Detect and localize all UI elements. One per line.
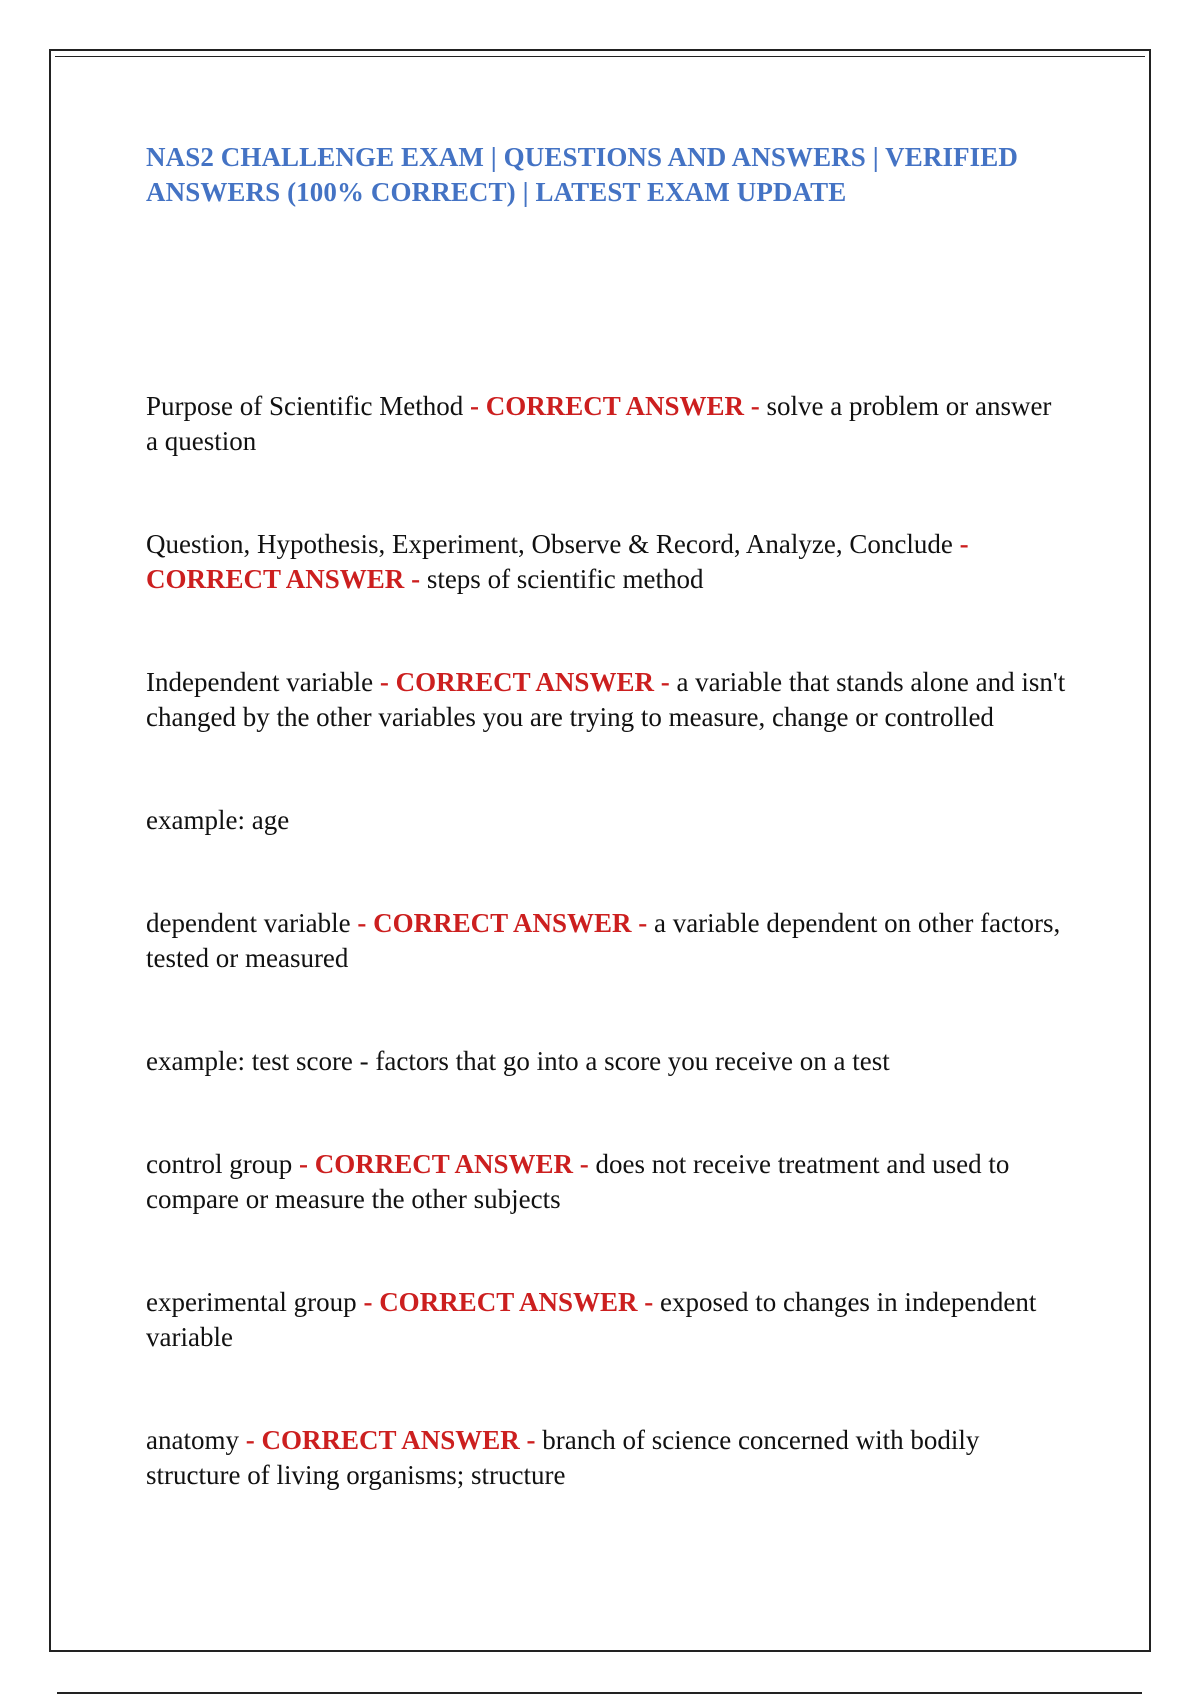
top-rule: [55, 56, 1145, 57]
correct-answer-label: CORRECT ANSWER: [261, 1425, 520, 1455]
document-title: NAS2 CHALLENGE EXAM | QUESTIONS AND ANSWERS | VERIFIED ANSWERS (100% CORRECT) | LATEST EXAM UPDATE: [146, 142, 1018, 207]
qa-term: Purpose of Scientific Method: [146, 391, 464, 421]
qa-definition: does not receive treatment and used to compare or measure the other subjects: [146, 1149, 1010, 1214]
correct-answer-label: CORRECT ANSWER: [395, 667, 654, 697]
bottom-rule: [57, 1692, 1142, 1694]
qa-definition: steps of scientific method: [426, 564, 704, 594]
qa-term: experimental group: [146, 1287, 357, 1317]
separator: -: [357, 908, 367, 938]
separator: -: [638, 908, 648, 938]
separator: -: [579, 1149, 589, 1179]
qa-term: control group: [146, 1149, 293, 1179]
correct-answer-label: CORRECT ANSWER: [379, 1287, 638, 1317]
qa-term: dependent variable: [146, 908, 351, 938]
separator: -: [469, 391, 479, 421]
qa-definition: a variable that stands alone and isn't changed by the other variables you are trying to measure, change or controlled: [146, 667, 1066, 732]
separator: -: [644, 1287, 654, 1317]
separator: -: [363, 1287, 373, 1317]
example-note: [146, 1044, 1066, 1079]
qa-item: [146, 665, 1066, 735]
qa-definition: solve a problem or answer a question: [146, 391, 1052, 456]
separator: -: [379, 667, 389, 697]
separator: -: [411, 564, 421, 594]
separator: -: [526, 1425, 536, 1455]
qa-term: anatomy: [146, 1425, 239, 1455]
correct-answer-label: CORRECT ANSWER: [485, 391, 745, 421]
qa-item: [146, 906, 1066, 976]
example-note: [146, 803, 1066, 838]
qa-definition: exposed to changes in independent variable: [146, 1287, 1037, 1352]
qa-item: [146, 527, 1066, 597]
qa-definition: a variable dependent on other factors, tested or measured: [146, 908, 1061, 973]
qa-item: [146, 1423, 1066, 1493]
qa-term: Question, Hypothesis, Experiment, Observe & Record, Analyze, Conclude: [146, 529, 953, 559]
separator: -: [245, 1425, 255, 1455]
correct-answer-label: CORRECT ANSWER: [373, 908, 632, 938]
separator: -: [750, 391, 760, 421]
qa-item: [146, 1285, 1066, 1355]
correct-answer-label: CORRECT ANSWER: [146, 564, 405, 594]
qa-term: Independent variable: [146, 667, 374, 697]
qa-list: [146, 389, 1066, 1493]
note-text: example: age: [146, 805, 290, 835]
qa-item: [146, 389, 1066, 459]
qa-item: [146, 1147, 1066, 1217]
separator: -: [298, 1149, 308, 1179]
note-text: example: test score - factors that go into a score you receive on a test: [146, 1046, 890, 1076]
document-body: [146, 140, 1066, 1561]
qa-definition: branch of science concerned with bodily structure of living organisms; structure: [146, 1425, 980, 1490]
separator: -: [959, 529, 969, 559]
correct-answer-label: CORRECT ANSWER: [314, 1149, 574, 1179]
separator: -: [660, 667, 670, 697]
